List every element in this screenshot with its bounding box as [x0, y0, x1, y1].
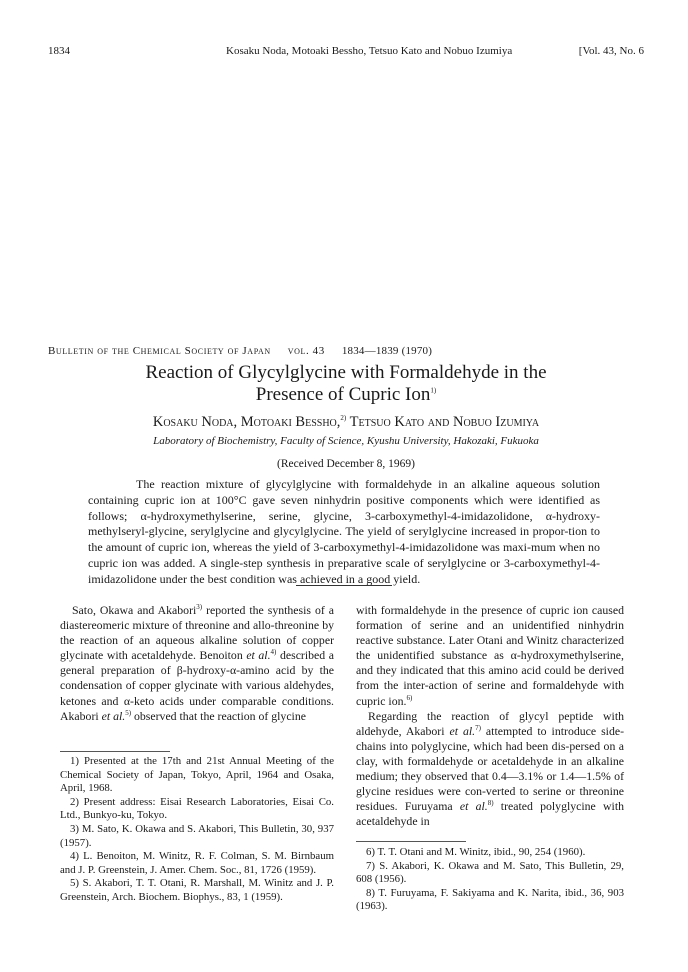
body-column-right — [356, 603, 624, 829]
body-column-left — [60, 603, 334, 724]
section-divider — [296, 585, 392, 586]
footnotes-left — [60, 755, 334, 905]
affiliation: Laboratory of Biochemistry, Faculty of Science, Kyushu University, Hakozaki, Fukuoka — [153, 435, 539, 447]
et-al: et al. — [101, 708, 126, 723]
citation-mark: 3) — [196, 603, 203, 612]
running-head-volume: [Vol. 43, No. 6 — [578, 45, 644, 57]
journal-pages: 1834—1839 (1970) — [341, 345, 433, 357]
author-footnote-mark: 2) — [340, 414, 347, 423]
title-line-1: Reaction of Glycylglycine with Formaldehyde in the — [145, 362, 547, 383]
citation-mark: 5) — [125, 708, 132, 717]
page-number: 1834 — [48, 45, 70, 57]
et-al: et al. — [246, 648, 271, 663]
body-text: attempted to introduce side-chains into polyglycine, which had been dis-persed on a clay, with formaldehyde or acetaldehyde in an alkaline medium; they observed that 0.4—3.1% or 1.4—1.5% of glycine residues were con-verted to serine or threonine residues. Furuyama — [356, 723, 625, 814]
received-date: (Received December 8, 1969) — [277, 458, 415, 470]
title-footnote-mark: 1) — [430, 386, 437, 395]
body-paragraph — [356, 603, 624, 709]
et-al: et al. — [459, 799, 488, 814]
footnotes-right — [356, 846, 624, 914]
journal-line — [48, 345, 644, 357]
footnote: 4) L. Benoiton, M. Winitz, R. F. Colman, S. M. Birnbaum and J. P. Greenstein, J. Amer. Chem. Soc., 81, 1726 (1959). — [60, 850, 334, 876]
body-text: Regarding the reaction of glycyl peptide with aldehyde, Akabori — [356, 708, 624, 738]
citation-mark: 7) — [475, 723, 481, 732]
title-line-2 — [48, 384, 644, 406]
footnote: 3) M. Sato, K. Okawa and S. Akabori, This Bulletin, 30, 937 (1957). — [60, 822, 334, 849]
footnote: 6) T. T. Otani and M. Winitz, ibid., 90, 254 (1960). — [366, 846, 586, 858]
authors-first: Kosaku Noda, Motoaki Bessho, — [152, 414, 341, 430]
footnote: 1) Presented at the 17th and 21st Annual Meeting of the Chemical Society of Japan, Tokyo, April, 1964 and Osaka, April, 1968. — [60, 755, 334, 795]
footnote-rule — [60, 751, 170, 752]
footnote: 8) T. Furuyama, F. Sakiyama and K. Narita, ibid., 36, 903 (1963). — [356, 886, 624, 913]
running-head-authors: Kosaku Noda, Motoaki Bessho, Tetsuo Kato and Nobuo Izumiya — [226, 45, 513, 57]
citation-mark: 4) — [270, 648, 277, 657]
body-text: observed that the reaction of glycine — [131, 708, 306, 723]
journal-name: Bulletin of the Chemical Society of Japan — [48, 345, 271, 357]
et-al: et al. — [449, 723, 476, 738]
authors-rest: Tetsuo Kato and Nobuo Izumiya — [349, 414, 540, 430]
body-paragraph — [356, 709, 624, 830]
footnote: 7) S. Akabori, K. Okawa and M. Sato, This Bulletin, 29, 608 (1956). — [356, 859, 624, 886]
abstract: The reaction mixture of glycylglycine with formaldehyde in an alkaline aqueous solution containing cupric ion at 100°C gave seven ninhydrin positive components which were identified as follows; α-hydroxymethylserine, serine, glycine, 3-carboxymethyl-4-imidazolidone, α-hydroxy-methylseryl-glycine, serylglycine and glycylglycine. The yield of serylglycine increased in propor-tion to the amount of cupric ion, whereas the yield of 3-carboxymethyl-4-imidazolidone was maxi-mum when no cupric ion was added. A single-step synthesis in preparative scale of serylglycine or 3-carboxymethyl-4-imidazolidone under the best condition was achieved in a good yield. — [88, 477, 600, 586]
body-text: treated polyglycine with acetaldehyde in — [356, 799, 624, 829]
body-text: with formaldehyde in the presence of cupric ion caused formation of serine and an unidentified ninhydrin reactive substance. Later Otani and Winitz characterized the unidentified substance as α-hydroxymethylserine, and they indicated that this amino acid could be derived from the inter-action of serine and formaldehyde with cupric ion. — [356, 603, 624, 708]
citation-mark: 8) — [487, 799, 494, 808]
footnote: 2) Present address: Eisai Research Laboratories, Eisai Co. Ltd., Bunkyo-ku, Tokyo. — [60, 795, 334, 822]
body-paragraph — [60, 603, 334, 724]
body-text: reported the synthesis of a diastereomeric mixture of threonine and allo-threonine by the reaction of an aqueous alkaline solution of copper glycinate with acetaldehyde. Benoiton — [60, 603, 334, 663]
body-text: described a general preparation of β-hydroxy-α-amino acid by the condensation of copper glycinate with various aldehydes, ketones and α-keto acids under comparable conditions. Akabori — [60, 648, 334, 723]
article-title — [48, 362, 644, 406]
footnote: 5) S. Akabori, T. T. Otani, R. Marshall, M. Winitz and J. P. Greenstein, Arch. Biochem. Biophys., 83, 1 (1959). — [60, 877, 334, 903]
footnote-rule — [356, 841, 466, 842]
article-authors — [48, 414, 644, 431]
journal-volume: vol. 43 — [287, 345, 325, 357]
body-text: Sato, Okawa and Akabori — [72, 603, 197, 617]
running-head — [48, 45, 644, 61]
title-line-2-text: Presence of Cupric Ion — [255, 384, 431, 405]
citation-mark: 6) — [406, 693, 413, 702]
